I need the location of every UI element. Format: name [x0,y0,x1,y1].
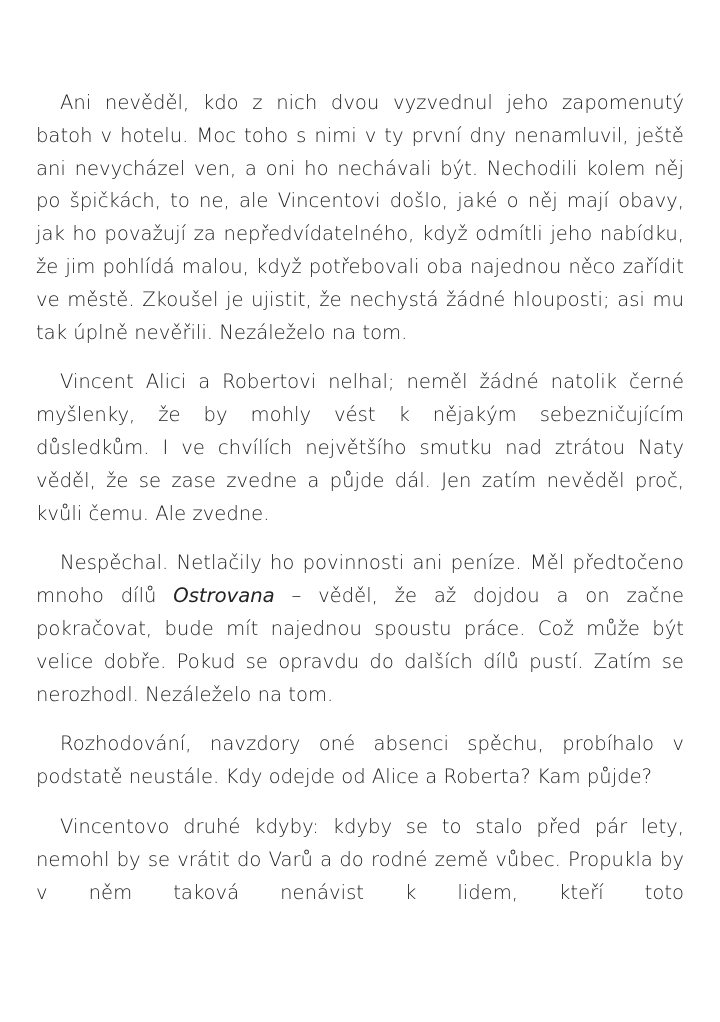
paragraph-3 [36,547,684,711]
italic-title: Ostrovana [173,584,275,608]
paragraph-1: Ani nevěděl, kdo z nich dvou vyzvednul jeho zapomenutý batoh v hotelu. Moc toho s nimi v ty první dny nenamluvil, ještě ani nevycházel ven, a oni ho nechávali být. Nechodili kolem něj po špičkách, to ne, ale Vincentovi došlo, jaké o něj mají obavy, jak ho považují za nepředvídatelného, když odmítli jeho nabídku, že jim pohlídá malou, když potřebovali oba najednou něco zařídit ve městě. Zkoušel je ujistit, že nechystá žádné hlouposti; asi mu tak úplně nevěřili. Nezáleželo na tom. [36,91,684,344]
body-text [36,87,684,926]
paragraph-3-text-start: Nespěchal. Netlačily ho povinnosti ani peníze. Měl předtočeno mnoho dílů [36,551,684,608]
paragraph-2: Vincent Alici a Robertovi nelhal; neměl žádné natolik černé myšlenky, že by mohly vést k nějakým sebezničujícím důsledkům. I ve chvílích největšího smutku nad ztrátou Naty věděl, že se zase zvedne a půjde dál. Jen zatím nevěděl proč, kvůli čemu. Ale zvedne. [36,370,684,525]
paragraph-4: Rozhodování, navzdory oné absenci spěchu, probíhalo v podstatě neustále. Kdy odejde od Alice a Roberta? Kam půjde? [36,732,684,789]
paragraph-5: Vincentovo druhé kdyby: kdyby se to stalo před pár lety, nemohl by se vrátit do Varů a do rodné země vůbec. Propukla by v něm taková nenávist k lidem, kteří toto [36,814,684,904]
paragraph-3-text-end: – věděl, že až dojdou a on začne pokračovat, bude mít najednou spoustu práce. Což může být velice dobře. Pokud se opravdu do dalších dílů pustí. Zatím se nerozhodl. Nezáleželo na tom. [36,584,685,706]
